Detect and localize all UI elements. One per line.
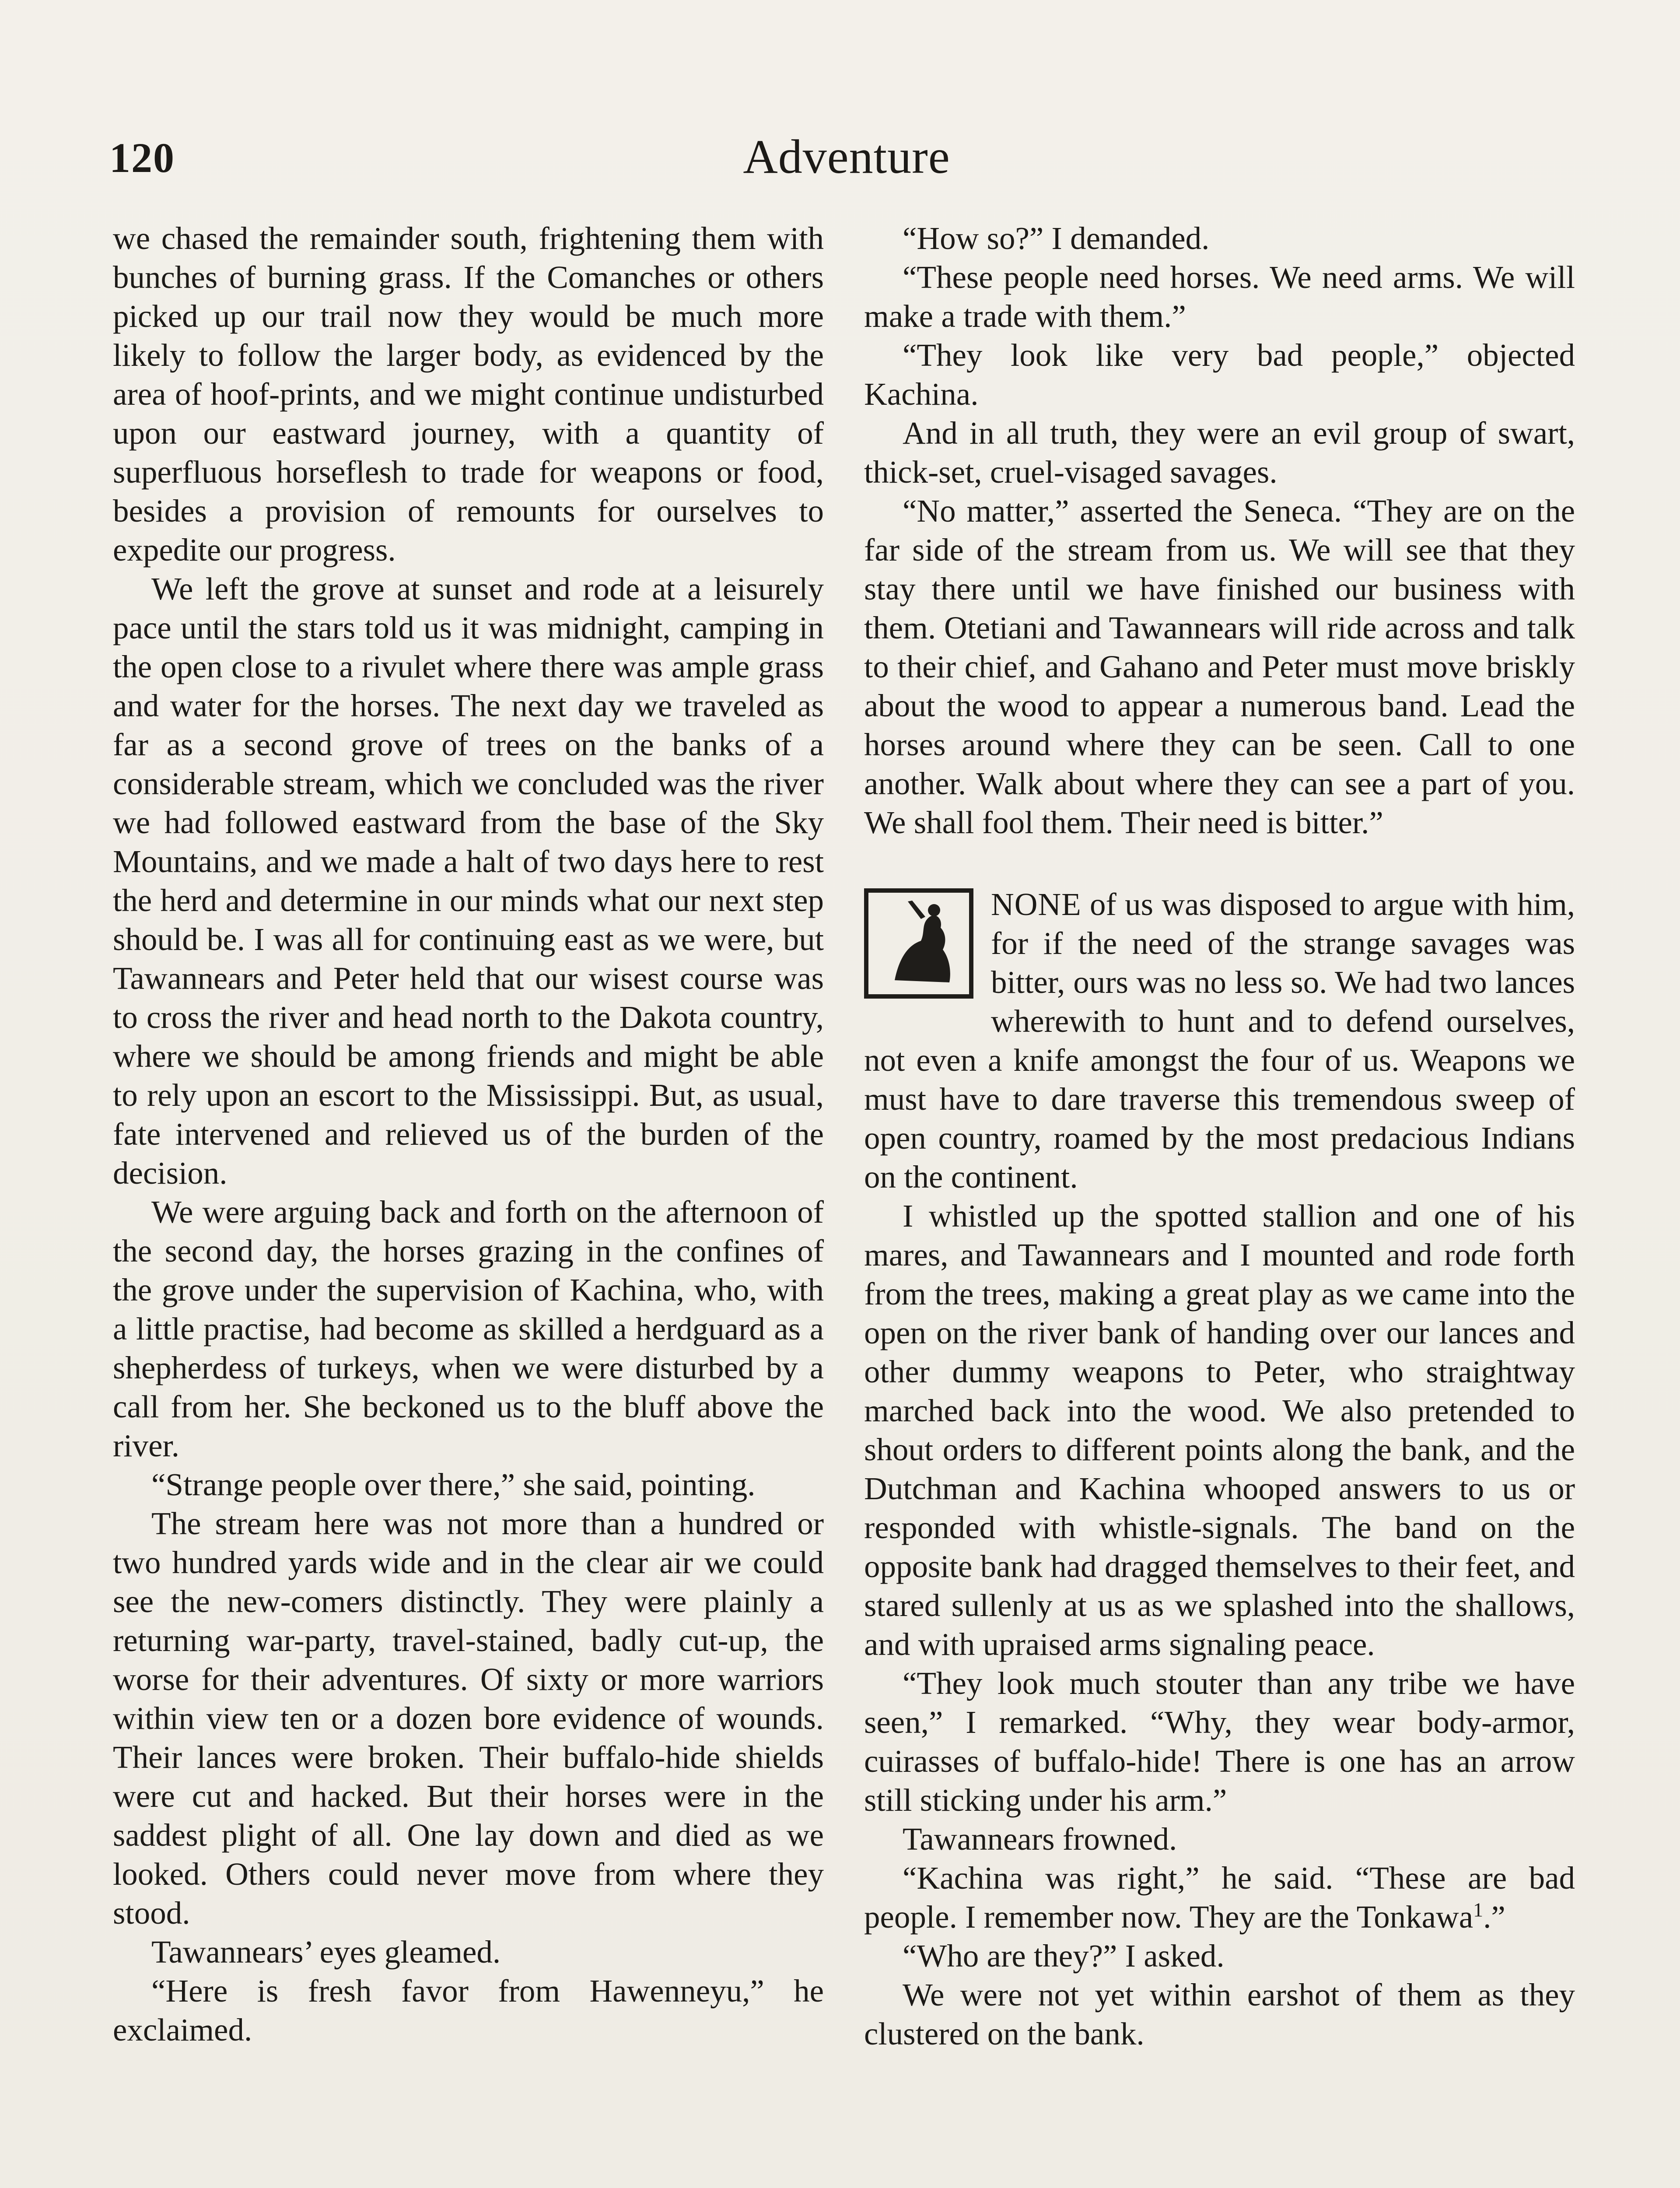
paragraph: And in all truth, they were an evil group of swart, thick-set, cruel-visaged savages. — [864, 415, 1575, 490]
closing-quote: .” — [1483, 1899, 1505, 1935]
paragraph: We were not yet within earshot of them as they clustered on the bank. — [864, 1977, 1575, 2051]
page-header — [109, 125, 1584, 190]
footnote-reference: 1 — [1473, 1898, 1484, 1921]
running-title: Adventure — [743, 130, 950, 183]
paragraph: we chased the remainder south, frightening them with bunches of burning grass. If the Comanches or others picked up our trail now they would be much more likely to follow the larger body, as evidenced by the area of hoof-prints, and we might continue undisturbed upon our eastward journey, with a quantity of superfluous horseflesh to trade for weapons or food, besides a provision of remounts for ourselves to expedite our progress. — [113, 221, 824, 568]
paragraph: We were arguing back and forth on the afternoon of the second day, the horses grazing in the confines of the grove under the supervision of Kachina, who, with a little practise, had become as skilled a herdguard as a shepherdess of turkeys, when we were disturbed by a call from her. She beckoned us to the bluff above the river. — [113, 1194, 824, 1463]
paragraph: Tawannears frowned. — [903, 1821, 1177, 1857]
paragraph: I whistled up the spotted stallion and one of his mares, and Tawannears and I mounted and rode forth from the trees, making a great play as we came into the open on the river bank of handing over our lances and other dummy weapons to Peter, who straightway marched back into the wood. We also pretended to shout orders to different points along the bank, and the Dutchman and Kachina whooped answers to us or responded with whistle-signals. The band on the opposite bank had dragged themselves to their feet, and stared sullenly at us as we splashed into the shallows, and with upraised arms signaling peace. — [864, 1198, 1575, 1662]
paragraph: We left the grove at sunset and rode at a leisurely pace until the stars told us it was midnight, camping in the open close to a rivulet where there was ample grass and water for the horses. The next day we traveled as far as a second grove of trees on the banks of a considerable stream, which we concluded was the river we had followed eastward from the base of the Sky Mountains, and we made a halt of two days here to rest the herd and determine in our minds what our next step should be. I was all for continuing east as we were, but Tawannears and Peter held that our wisest course was to cross the river and head north to the Dakota country, where we should be among friends and might be able to rely upon an escort to the Mississippi. But, as usual, fate intervened and relieved us of the burden of the decision. — [113, 571, 824, 1191]
paragraph: “They look like very bad people,” objected Kachina. — [864, 337, 1575, 412]
left-column — [113, 219, 824, 2188]
paragraph: “Here is fresh favor from Hawenneyu,” he exclaimed. — [113, 1973, 824, 2048]
horse-rider-icon — [864, 888, 973, 999]
paragraph: “These people need horses. We need arms. We will make a trade with them.” — [864, 259, 1575, 334]
paragraph: “Strange people over there,” she said, pointing. — [151, 1467, 756, 1502]
paragraph: The stream here was not more than a hundred or two hundred yards wide and in the clear air we could see the new-comers distinctly. They were plainly a returning war-party, travel-stained, badly cut-up, the worse for their adventures. Of sixty or more warriors within view ten or a dozen bore evidence of wounds. Their lances were broken. Their buffalo-hide shields were cut and hacked. But their horses were in the saddest plight of all. One lay down and died as we looked. Others could never move from where they stood. — [113, 1506, 824, 1931]
right-column — [864, 219, 1575, 2188]
paragraph: “How so?” I demanded. — [903, 221, 1210, 256]
small-caps-lead: NONE — [991, 887, 1082, 922]
paragraph — [864, 1858, 1575, 1936]
paragraph: “No matter,” asserted the Seneca. “They are on the far side of the stream from us. We will see that they stay there until we have finished our business with them. Otetiani and Tawannears will ride across and talk to their chief, and Gahano and Peter must move briskly about the wood to appear a numerous band. Lead the horses around where they can be seen. Call to one another. Walk about where they can see a part of you. We shall fool them. Their need is bitter.” — [864, 493, 1575, 840]
paragraph: Tawannears’ eyes gleamed. — [151, 1934, 501, 1970]
paragraph: “They look much stouter than any tribe we have seen,” I remarked. “Why, they wear body-armor, cuirasses of buffalo-hide! There is one has an arrow still sticking under his arm.” — [864, 1666, 1575, 1818]
paragraph: “Who are they?” I asked. — [903, 1938, 1225, 1974]
page-number: 120 — [109, 134, 175, 181]
section-opening — [864, 885, 1575, 1196]
paragraph-text: of us was disposed to argue with him, for if the need of the strange savages was bitter, ours was no less so. We had two lances wherewith to hunt and to defend ourselves, not even a knife amongst the four of us. Weapons we must have to dare traverse this tremendous sweep of open country, roamed by the most predacious Indians on the continent. — [864, 887, 1575, 1195]
paragraph-text: “Kachina was right,” he said. “These are bad people. I remember now. They are the Tonkawa — [864, 1860, 1575, 1935]
